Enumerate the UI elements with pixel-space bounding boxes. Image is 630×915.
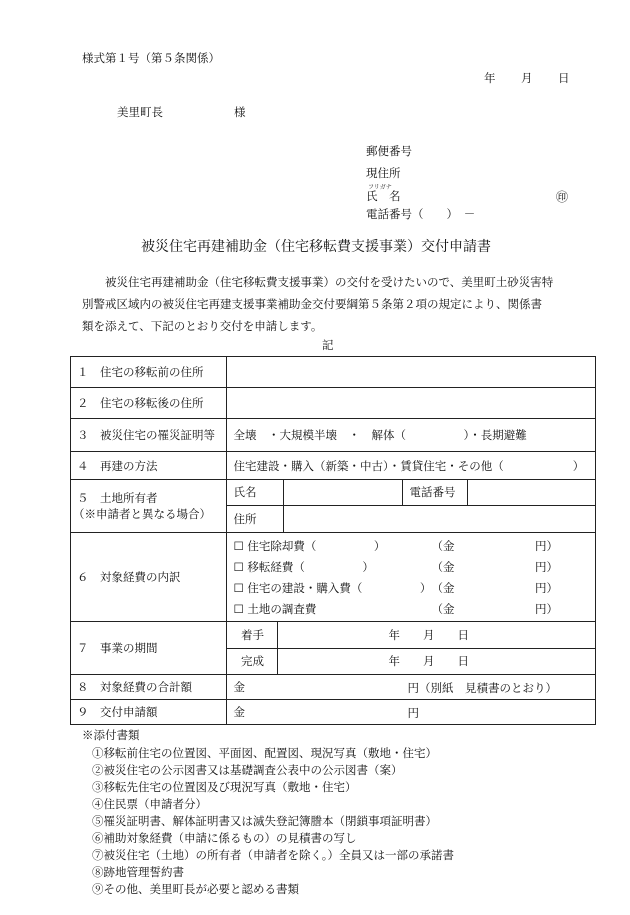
current-address-label: 現住所 [366,166,401,180]
date-month-label: 月 [521,71,533,85]
intro-line-1: 被災住宅再建補助金（住宅移転費支援事業）の交付を受けたいので、美里町土砂災害特 [105,275,554,289]
expense-item[interactable] [233,577,589,598]
expense-item[interactable] [233,556,589,577]
attachment-item: ⑨その他、美里町長が必要と認める書類 [92,882,299,896]
owner-name-label: 氏名 [227,480,284,505]
expense-item-label: ☐ 土地の調査費 [233,602,317,616]
requested-amount-suffix: 円 [407,706,419,720]
owner-phone-label: 電話番号 [403,480,468,505]
attachment-item: ⑤罹災証明書、解体証明書又は滅失登記簿謄本（閉鎖事項証明書） [92,814,437,828]
address-before-field[interactable] [227,357,596,388]
date-year-label: 年 [484,71,496,85]
row-disaster-certificate [71,419,596,452]
attachment-item: ③移転先住宅の位置図及び現況写真（敷地・住宅） [92,780,357,794]
row-label: ２ 住宅の移転後の住所 [71,388,227,419]
seal-mark: ㊞ [556,190,569,204]
row-label: ３ 被災住宅の罹災証明等 [71,419,227,452]
document-title: 被災住宅再建補助金（住宅移転費支援事業）交付申請書 [141,239,491,255]
attachment-item: ⑦被災住宅（土地）の所有者（申請者を除く。）全員又は一部の承諾書 [92,848,455,862]
row-label: ６ 対象経費の内訳 [71,533,227,622]
ki-mark: 記 [322,338,334,352]
attachment-item: ②被災住宅の公示図書又は基礎調査公表中の公示図書（案） [92,763,403,777]
expense-item-amount: （金 円） [431,539,558,553]
start-date-field[interactable]: 年 月 日 [278,622,595,648]
owner-address-field[interactable] [284,505,595,532]
address-after-field[interactable] [227,388,596,419]
total-expense-field[interactable] [227,675,596,700]
phone-label: 電話番号（ ） － [366,207,476,221]
intro-line-2: 別警戒区域内の被災住宅再建支援事業補助金交付要綱第５条第２項の規定により、関係書 [82,297,542,311]
end-label: 完成 [227,648,278,674]
disaster-certificate-options[interactable]: 全壊 ・大規模半壊 ・ 解体（ ）・長期避難 [227,419,596,452]
row-total-expense [71,675,596,700]
start-label: 着手 [227,622,278,648]
requested-amount-field[interactable] [227,700,596,725]
name-furigana: フリガナ [368,184,392,191]
intro-line-3: 類を添えて、下記のとおり交付を申請します。 [82,319,323,333]
row-label: １ 住宅の移転前の住所 [71,357,227,388]
row-label: ４ 再建の方法 [71,452,227,480]
row-label [71,480,227,533]
date-day-label: 日 [558,71,570,85]
row-address-after [71,388,596,419]
expense-item[interactable] [233,535,589,556]
postal-code-label: 郵便番号 [366,144,412,158]
addressee-suffix: 様 [234,105,246,119]
yen-prefix: 金 [233,705,245,719]
expense-item-label: ☐ 移転経費（ ） [233,560,374,574]
expense-item-label: ☐ 住宅の建設・購入費（ ） [233,581,432,595]
row-label: ７ 事業の期間 [71,622,227,675]
row-expense-breakdown [71,533,596,622]
yen-prefix: 金 [233,680,245,694]
expense-item-label: ☐ 住宅除却費（ ） [233,539,386,553]
row-label: ８ 対象経費の合計額 [71,675,227,700]
attachment-item: ⑥補助対象経費（申請に係るもの）の見積書の写し [92,831,357,845]
attachment-item: ④住民票（申請者分） [92,797,207,811]
owner-name-field[interactable] [284,480,403,505]
application-table [70,356,596,725]
end-date-field[interactable]: 年 月 日 [388,654,469,669]
attachments-heading: ※添付書類 [82,728,140,742]
row-rebuild-method [71,452,596,480]
rebuild-method-options[interactable]: 住宅建設・購入（新築・中古）・賃貸住宅・その他（ ） [227,452,596,480]
land-owner-label: ５ 土地所有者 [77,491,158,505]
attachment-item: ⑧跡地管理誓約書 [92,865,184,879]
applicant-name-label: 氏 名 [366,189,401,203]
owner-phone-field[interactable] [468,480,595,505]
row-project-period [71,622,596,675]
owner-address-label: 住所 [227,505,284,532]
expense-item-amount: （金 円） [431,560,558,574]
addressee: 美里町長 [117,105,163,119]
expense-item[interactable] [233,598,589,619]
attachment-item: ①移転前住宅の位置図、平面図、配置図、現況写真（敷地・住宅） [92,746,437,760]
expense-item-amount: （金 円） [431,581,558,595]
expense-item-amount: （金 円） [431,602,558,616]
row-land-owner [71,480,596,533]
total-expense-suffix: 円（別紙 見積書のとおり） [407,681,557,695]
row-requested-amount [71,700,596,725]
row-label: ９ 交付申請額 [71,700,227,725]
form-number: 様式第１号（第５条関係） [82,51,220,65]
land-owner-note: （※申請者と異なる場合） [73,507,211,521]
row-address-before [71,357,596,388]
